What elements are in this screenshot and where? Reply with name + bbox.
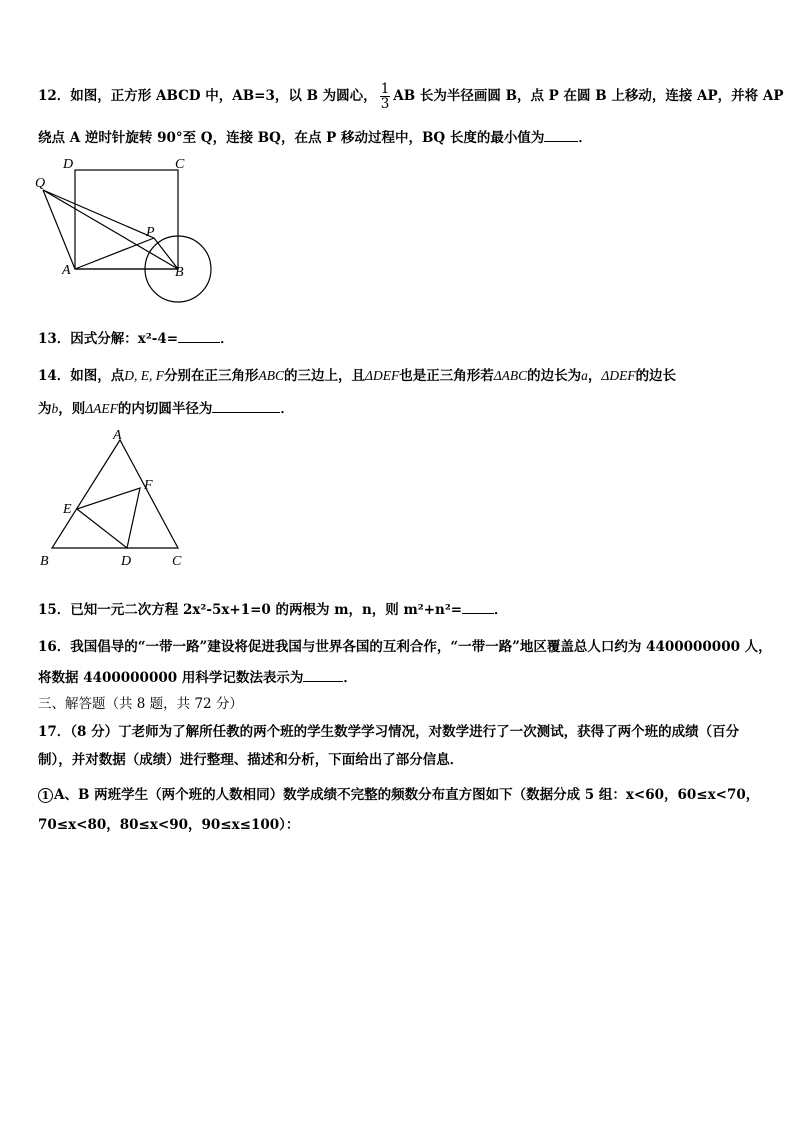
q14-t7: 的边长	[635, 368, 677, 384]
q12-label-a: A	[62, 263, 71, 278]
q17-line1	[38, 720, 739, 740]
q13-end: ．	[220, 331, 234, 347]
q14-abc2: ΔABC	[493, 368, 528, 383]
q17-line3-text: A、B 两班学生（两个班的人数相同）数学成绩不完整的频数分布直方图如下（数据分成 5 组：x<60，60≤x<70，	[54, 787, 760, 803]
q14-label-d: D	[121, 554, 132, 569]
q17-line1-text: 17．（8 分）丁老师为了解所任教的两个班的学生数学学习情况，对数学进行了一次测试，获得了两个班的成绩（百分	[38, 724, 740, 740]
q17-line4	[38, 813, 299, 833]
q14-t6: ，	[587, 368, 602, 384]
q13-text: 13．因式分解：x²-4=	[38, 331, 179, 347]
q12-line2-text: 绕点 A 逆时针旋转 90°至 Q，连接 BQ，在点 P 移动过程中，BQ 长度的最小值为	[38, 130, 545, 146]
q14-line2	[38, 397, 294, 417]
q14-label-a: A	[113, 428, 122, 443]
circled-number: 1	[38, 788, 53, 803]
q14-triangle-def	[77, 488, 140, 548]
q14-l2a: 为	[38, 401, 52, 417]
q14-label-b: B	[40, 554, 49, 569]
q16-line1	[38, 635, 772, 655]
q14-a: a	[581, 368, 588, 383]
q12-label-d: D	[63, 157, 74, 172]
q16-end: ．	[343, 670, 357, 686]
q17-line2-text: 制），并对数据（成绩）进行整理、描述和分析，下面给出了部分信息．	[38, 752, 464, 768]
q12-figure	[30, 150, 220, 310]
q14-b: b	[51, 401, 59, 416]
q13-answer-blank[interactable]	[178, 330, 220, 343]
q14-t3: 的三边上，且	[284, 368, 366, 384]
q12-end: ．	[578, 130, 592, 146]
q14-t2: 分别在正三角形	[164, 368, 259, 384]
q12-label-q: Q	[35, 176, 46, 191]
q14-label-c: C	[172, 554, 182, 569]
q14-end: ．	[280, 401, 294, 417]
q14-line1	[38, 364, 676, 384]
q14-abc: ABC	[258, 368, 285, 383]
section3-title	[38, 692, 243, 712]
q14-t4: 也是正三角形若	[399, 368, 494, 384]
q12-seg-ap	[75, 238, 154, 269]
q14-l2c: 的内切圆半径为	[117, 401, 213, 417]
q14-label-e: E	[63, 502, 72, 517]
q15-text: 15．已知一元二次方程 2x²-5x+1=0 的两根为 m，n，则 m²+n²=	[38, 602, 463, 618]
q12-fraction	[380, 82, 391, 111]
q15-end: ．	[494, 602, 508, 618]
q16-line2-text: 将数据 4400000000 用科学记数法表示为	[38, 670, 304, 686]
q14-triangle-abc	[52, 440, 178, 548]
q12-square	[75, 170, 178, 269]
q14-label-f: F	[144, 478, 153, 493]
q14-answer-blank[interactable]	[212, 400, 280, 413]
q12-line2	[38, 126, 592, 146]
q17-line2	[38, 748, 463, 768]
q12-part1: 12．如图，正方形 ABCD 中，AB=3，以 B 为圆心，	[38, 88, 377, 104]
q12-seg-qb	[43, 190, 178, 269]
q16-line1-text: 16．我国倡导的“一带一路”建设将促进我国与世界各国的互利合作，“一带一路”地区覆盖总人口约为 4400000000 人，	[38, 639, 772, 655]
q17-line3	[38, 783, 759, 803]
q12-label-p: P	[146, 225, 155, 240]
q14-t5: 的边长为	[527, 368, 582, 384]
q12-answer-blank[interactable]	[544, 129, 578, 142]
q16-answer-blank[interactable]	[303, 669, 343, 682]
q14-points: D, E, F	[124, 368, 165, 383]
q14-l2b: ，则	[58, 401, 86, 417]
q15-answer-blank[interactable]	[462, 601, 494, 614]
q17-line4-text: 70≤x<80，80≤x<90，90≤x≤100）：	[38, 817, 300, 833]
q14-figure	[32, 425, 197, 575]
q16-line2	[38, 666, 357, 686]
q14-def2: ΔDEF	[601, 368, 636, 383]
q14-t1: 14．如图，点	[38, 368, 125, 384]
q13-line	[38, 327, 234, 347]
q12-frac-den: 3	[380, 96, 390, 112]
q15-line	[38, 598, 508, 618]
q12-frac-num: 1	[380, 81, 390, 97]
q14-def: ΔDEF	[365, 368, 400, 383]
q12-label-b: B	[175, 265, 184, 280]
q12-line1	[38, 82, 784, 111]
q14-aef: ΔAEF	[85, 401, 118, 416]
section3-title-text: 三、解答题（共 8 题，共 72 分）	[38, 696, 243, 712]
q12-part2: AB 长为半径画圆 B，点 P 在圆 B 上移动，连接 AP，并将 AP	[393, 88, 784, 104]
q12-label-c: C	[175, 157, 185, 172]
